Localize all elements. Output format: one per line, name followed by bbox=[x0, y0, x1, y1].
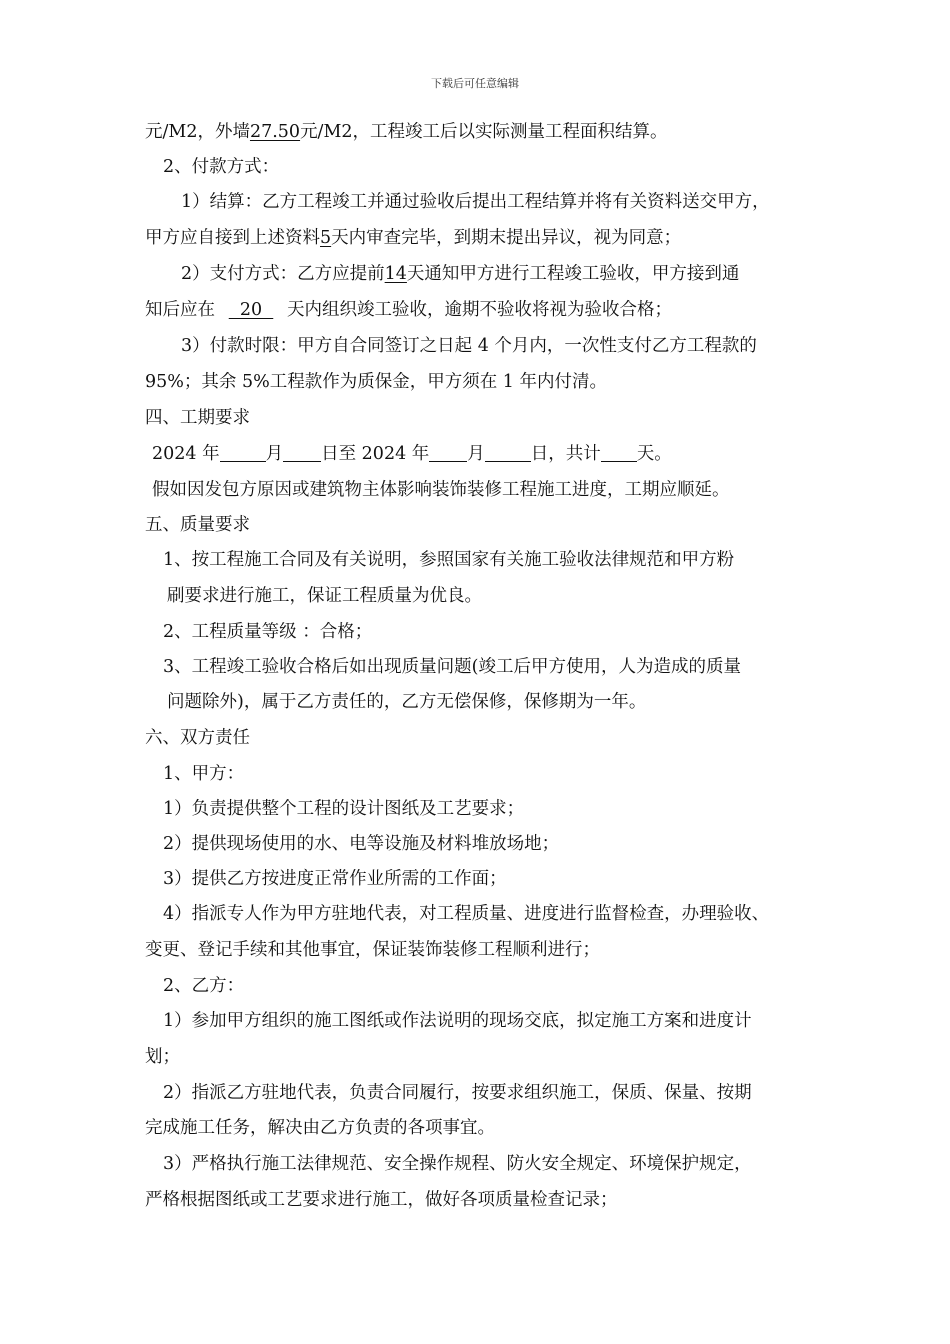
paragraph-line: 1、按工程施工合同及有关说明，参照国家有关施工验收法律规范和甲方粉 bbox=[163, 550, 735, 570]
page-header: 下载后可任意编辑 bbox=[431, 77, 519, 90]
paragraph-line: 刷要求进行施工，保证工程质量为优良。 bbox=[167, 586, 482, 606]
paragraph-line: 3）严格执行施工法律规范、安全操作规程、防火安全规定、环境保护规定， bbox=[163, 1154, 752, 1174]
paragraph-line bbox=[152, 442, 672, 466]
paragraph-line: 3、工程竣工验收合格后如出现质量问题(竣工后甲方使用，人为造成的质量 bbox=[163, 657, 741, 677]
blank-field bbox=[220, 443, 266, 462]
paragraph-line: 3）提供乙方按进度正常作业所需的工作面； bbox=[163, 869, 507, 889]
paragraph-line: 2）指派乙方驻地代表，负责合同履行，按要求组织施工，保质、保量、按期 bbox=[163, 1083, 752, 1103]
section-item: 2、乙方： bbox=[163, 976, 245, 996]
paragraph-line: 严格根据图纸或工艺要求进行施工，做好各项质量检查记录； bbox=[145, 1190, 618, 1210]
paragraph-line bbox=[145, 120, 668, 144]
blank-field bbox=[485, 443, 531, 462]
paragraph-line: 问题除外)，属于乙方责任的，乙方无偿保修，保修期为一年。 bbox=[167, 692, 647, 712]
paragraph-line bbox=[145, 226, 681, 250]
paragraph-line: 95%；其余 5%工程款作为质保金，甲方须在 1 年内付清。 bbox=[145, 372, 607, 392]
section-heading: 五、质量要求 bbox=[145, 515, 250, 535]
text: 甲方应自接到上述资料 bbox=[145, 228, 320, 248]
text: 天内组织竣工验收，逾期不验收将视为验收合格； bbox=[287, 300, 672, 320]
paragraph-line bbox=[145, 298, 672, 322]
blank-field bbox=[601, 443, 637, 462]
paragraph-line bbox=[181, 262, 739, 286]
text: 日，共计 bbox=[530, 444, 601, 464]
paragraph-line: 变更、登记手续和其他事宜，保证装饰装修工程顺利进行； bbox=[145, 940, 600, 960]
text: 2）支付方式：乙方应提前 bbox=[181, 264, 385, 284]
text: 月 bbox=[467, 444, 485, 464]
blank-field bbox=[429, 443, 467, 462]
underlined-value: 27.50 bbox=[249, 122, 301, 142]
paragraph-line: 1）结算：乙方工程竣工并通过验收后提出工程结算并将有关资料送交甲方， bbox=[181, 192, 770, 212]
text: 知后应在 bbox=[145, 300, 215, 320]
text: 日至 2024 年 bbox=[321, 444, 430, 464]
text: 元/M2，工程竣工后以实际测量工程面积结算。 bbox=[300, 122, 668, 142]
paragraph-line: 划； bbox=[145, 1047, 180, 1067]
text: 元/M2，外墙 bbox=[145, 122, 250, 142]
underlined-value: 5 bbox=[320, 228, 332, 248]
underlined-value: 14 bbox=[384, 264, 407, 284]
paragraph-line: 1）负责提供整个工程的设计图纸及工艺要求； bbox=[163, 799, 525, 819]
section-item: 2、付款方式： bbox=[163, 157, 280, 177]
paragraph-line: 假如因发包方原因或建筑物主体影响装饰装修工程施工进度，工期应顺延。 bbox=[152, 480, 730, 500]
text: 2024 年 bbox=[152, 444, 220, 464]
blank-field bbox=[283, 443, 321, 462]
paragraph-line: 3）付款时限：甲方自合同签订之日起 4 个月内，一次性支付乙方工程款的 bbox=[181, 336, 757, 356]
section-heading: 六、双方责任 bbox=[145, 728, 250, 748]
paragraph-line: 2、工程质量等级 ：合格； bbox=[163, 622, 373, 642]
text: 天内审查完毕，到期末提出异议，视为同意； bbox=[331, 228, 682, 248]
paragraph-line: 4）指派专人作为甲方驻地代表，对工程质量、进度进行监督检查，办理验收、 bbox=[163, 904, 770, 924]
section-heading: 四、工期要求 bbox=[145, 408, 250, 428]
text: 天。 bbox=[636, 444, 672, 464]
paragraph-line: 2）提供现场使用的水、电等设施及材料堆放场地； bbox=[163, 834, 560, 854]
paragraph-line: 1）参加甲方组织的施工图纸或作法说明的现场交底，拟定施工方案和进度计 bbox=[163, 1011, 752, 1031]
underlined-value: 20 bbox=[228, 300, 274, 320]
paragraph-line: 完成施工任务，解决由乙方负责的各项事宜。 bbox=[145, 1118, 495, 1138]
section-item: 1、甲方： bbox=[163, 764, 245, 784]
text: 月 bbox=[265, 444, 284, 464]
text: 天通知甲方进行工程竣工验收，甲方接到通 bbox=[406, 264, 740, 284]
